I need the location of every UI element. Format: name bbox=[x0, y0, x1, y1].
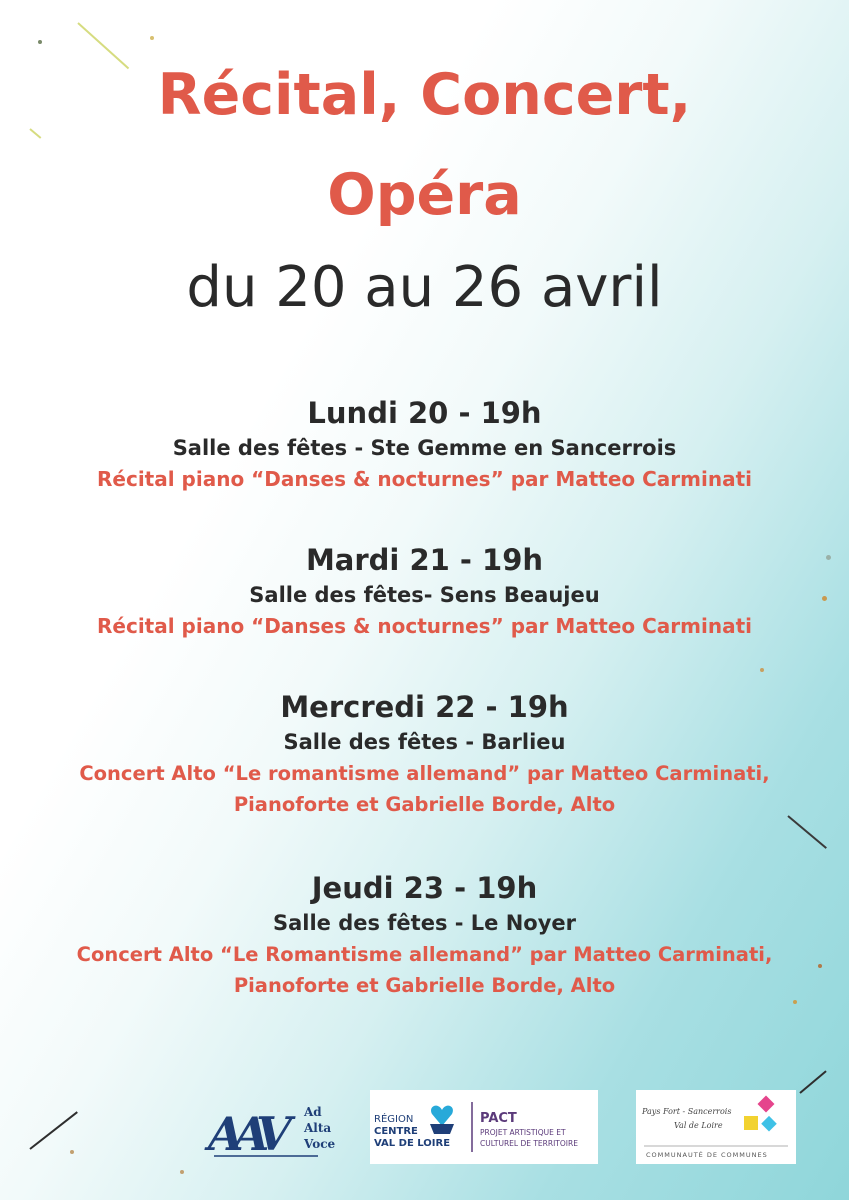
event-description: Concert Alto “Le Romantisme allemand” par Matteo Carminati, bbox=[76, 943, 773, 966]
event-description: Concert Alto “Le romantisme allemand” par Matteo Carminati, bbox=[79, 762, 770, 785]
decorative-stroke bbox=[29, 128, 41, 139]
decorative-dot bbox=[150, 36, 154, 40]
decorative-dot bbox=[38, 40, 42, 44]
event-day: Lundi 20 - 19h bbox=[307, 396, 542, 430]
event-lundi bbox=[0, 394, 849, 495]
region-val-de-loire: VAL DE LOIRE bbox=[374, 1138, 451, 1149]
region-centre: CENTRE bbox=[374, 1126, 418, 1137]
event-jeudi bbox=[0, 869, 849, 1001]
cc-script-line-2: Val de Loire bbox=[674, 1121, 723, 1130]
region-label: RÉGION bbox=[374, 1114, 414, 1125]
decorative-dot bbox=[760, 668, 764, 672]
pact-line-1: PROJET ARTISTIQUE ET bbox=[480, 1128, 566, 1137]
event-mardi bbox=[0, 541, 849, 642]
decorative-stroke bbox=[77, 22, 129, 69]
region-centre-pact-logo bbox=[370, 1090, 598, 1164]
aav-word-ad: Ad bbox=[304, 1105, 322, 1119]
pact-title: PACT bbox=[480, 1111, 517, 1126]
cc-caption: COMMUNAUTÉ DE COMMUNES bbox=[646, 1151, 768, 1159]
event-day: Mercredi 22 - 19h bbox=[280, 690, 569, 724]
event-venue: Salle des fêtes- Sens Beaujeu bbox=[249, 583, 600, 607]
event-venue: Salle des fêtes - Ste Gemme en Sancerrois bbox=[172, 436, 677, 460]
partner-logos bbox=[0, 1090, 849, 1170]
event-description: Pianoforte et Gabrielle Borde, Alto bbox=[233, 793, 616, 816]
event-mercredi bbox=[0, 688, 849, 820]
event-day: Mardi 21 - 19h bbox=[305, 543, 544, 577]
ad-alta-voce-logo bbox=[208, 1098, 336, 1161]
event-description: Pianoforte et Gabrielle Borde, Alto bbox=[233, 974, 616, 997]
poster-title-line-1: Récital, Concert, bbox=[157, 62, 692, 128]
event-description: Récital piano “Danses & nocturnes” par Matteo Carminati bbox=[97, 614, 752, 638]
pact-line-2: CULTUREL DE TERRITOIRE bbox=[480, 1139, 578, 1148]
communaute-de-communes-logo bbox=[636, 1090, 796, 1164]
aav-monogram: AAV bbox=[208, 1107, 282, 1161]
poster-title-line-2: Opéra bbox=[327, 162, 522, 228]
event-venue: Salle des fêtes - Le Noyer bbox=[272, 911, 577, 935]
aav-word-alta: Alta bbox=[304, 1121, 332, 1135]
aav-word-voce: Voce bbox=[304, 1137, 336, 1151]
decorative-stroke bbox=[787, 815, 827, 849]
cc-yellow-square bbox=[744, 1116, 758, 1130]
event-description: Récital piano “Danses & nocturnes” par Matteo Carminati bbox=[97, 467, 752, 491]
cc-script-line-1: Pays Fort - Sancerrois bbox=[642, 1107, 732, 1116]
date-range: du 20 au 26 avril bbox=[186, 255, 663, 320]
event-venue: Salle des fêtes - Barlieu bbox=[283, 730, 566, 754]
event-day: Jeudi 23 - 19h bbox=[311, 871, 538, 905]
decorative-dot bbox=[180, 1170, 184, 1174]
